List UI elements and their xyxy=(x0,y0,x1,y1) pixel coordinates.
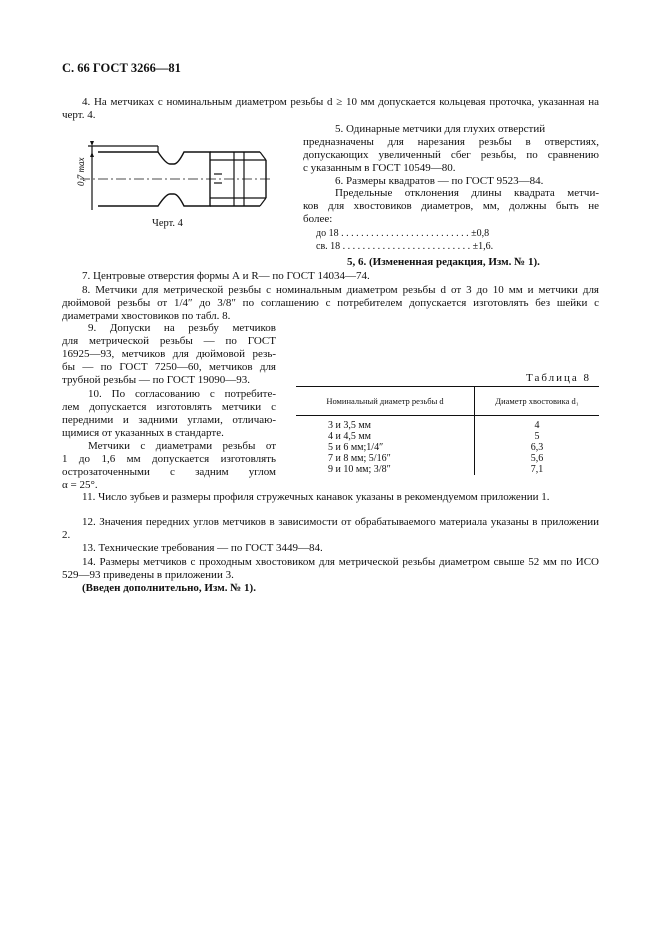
paragraph-7: 7. Центровые отверстия формы А и R— по ГОСТ 14034—74. xyxy=(82,270,370,282)
paragraph-11: 11. Число зубьев и размеры профиля стружечных канавок указаны в рекомендуемом приложении 1. xyxy=(82,491,550,503)
tap-shank-drawing xyxy=(62,128,272,216)
paragraph-8: 8. Метчики для метрической резьбы с номинальным диаметром резьбы d от 3 до 10 мм и метчики для дюймовой резьбы от 1/4″ до 3/8″ по соглашению с потребителем допускается изготовлять без шейки с диаметрами хвостовиков по табл. 8. xyxy=(62,284,599,322)
table-row: 5 и 6 мм;1/4″ 6,3 xyxy=(296,442,599,453)
paragraph-4: 4. На метчиках с номинальным диаметром резьбы d ≥ 10 мм допускается кольцевая проточка, указанная на черт. 4. xyxy=(62,96,599,121)
shank-diameter-table xyxy=(296,386,599,475)
amendment-note-5-6: 5, 6. (Измененная редакция, Изм. № 1). xyxy=(347,256,540,268)
paragraph-5: 5. Одинарные метчики для глухих отверстий предназначены для нарезания резьбы в отверстиях, допускающих увеличенный сбег резьбы, по сравнению с указанным в ГОСТ 10549—80. xyxy=(303,123,599,174)
paragraph-10: 10. По согласованию с потребите- лем допускается изготовлять метчики с передними и задними углами, отличаю- щимися от указанных в стандарте. xyxy=(62,388,276,439)
page-header: С. 66 ГОСТ 3266—81 xyxy=(62,61,181,75)
paragraph-10-note: Метчики с диаметрами резьбы от 1 до 1,6 мм допускается изготовлять острозаточенными с задним углом α = 25°. xyxy=(62,440,276,491)
figure-caption: Черт. 4 xyxy=(152,218,183,229)
column-header-shank-diameter: Диаметр хвостовика d₁ xyxy=(475,387,600,416)
table-row: 3 и 3,5 мм 4 xyxy=(296,416,599,432)
table-row: 7 и 8 мм; 5/16″ 5,6 xyxy=(296,453,599,464)
paragraph-14: 14. Размеры метчиков с проходным хвостовиком для метрической резьбы диаметром свыше 52 мм по ИСО 529—93 приведены в приложении 3. xyxy=(62,556,599,581)
paragraph-13: 13. Технические требования — по ГОСТ 3449—84. xyxy=(82,542,323,554)
amendment-note-14: (Введен дополнительно, Изм. № 1). xyxy=(82,582,256,594)
table-row: 4 и 4,5 мм 5 xyxy=(296,431,599,442)
table-row: 9 и 10 мм; 3/8″ 7,1 xyxy=(296,464,599,475)
dimension-label: 0,7 max xyxy=(76,157,86,186)
table-caption: Таблица 8 xyxy=(526,372,592,384)
paragraph-12: 12. Значения передних углов метчиков в зависимости от обрабатываемого материала указаны в приложении 2. xyxy=(62,516,599,541)
paragraph-9: 9. Допуски на резьбу метчиков для метрической резьбы — по ГОСТ 16925—93, метчиков для дюймовой резь- бы — по ГОСТ 7250—60, метчиков для трубной резьбы — по ГОСТ 19090—93. xyxy=(62,322,276,386)
tolerance-list: до 18 . . . . . . . . . . . . . . . . . . . . . . . . . . ±0,8 св. 18 . . . . . . . . . . . . . . . . . . . . . . . . . . ±1,6. xyxy=(316,228,494,252)
paragraph-6-tolerances: Предельные отклонения длины квадрата метчи- ков для хвостовиков диаметров, мм, должны быть не более: xyxy=(303,187,599,225)
column-header-thread-diameter: Номинальный диаметр резьбы d xyxy=(296,387,475,416)
paragraph-6: 6. Размеры квадратов — по ГОСТ 9523—84. xyxy=(335,175,544,187)
